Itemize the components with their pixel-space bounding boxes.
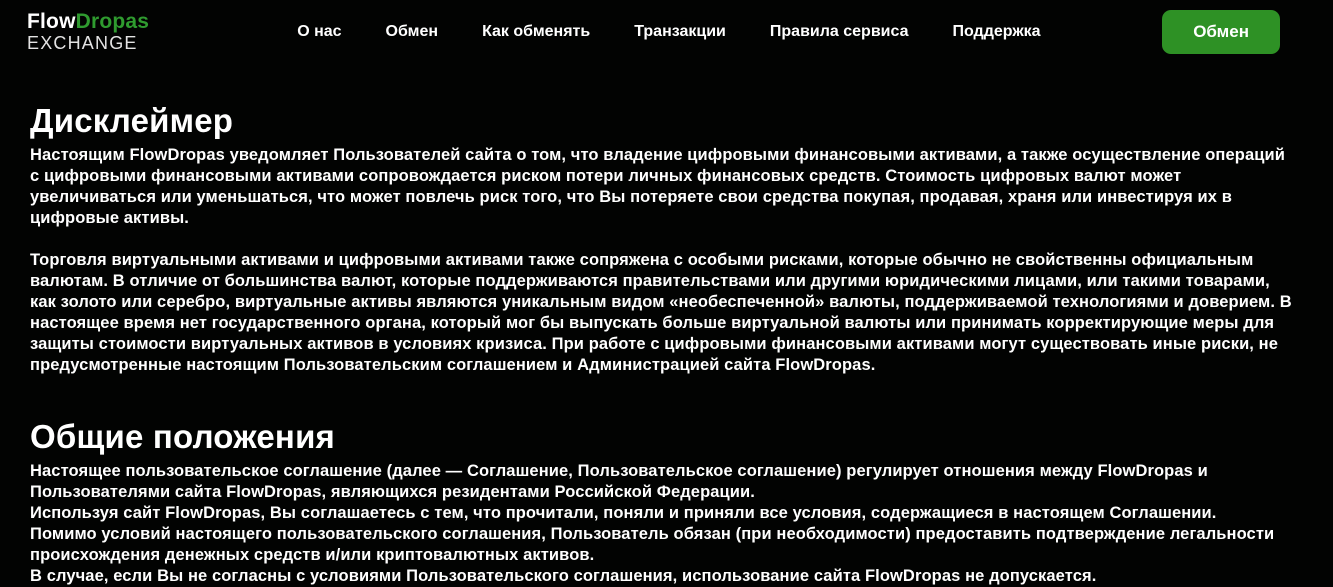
nav-item-service-rules[interactable]: Правила сервиса	[769, 23, 909, 40]
general-provisions-section	[30, 418, 1301, 587]
disclaimer-paragraph-1: Настоящим FlowDropas уведомляет Пользователей сайта о том, что владение цифровыми финансовыми активами, а также осуществление операций с цифровыми финансовыми активами сопровождается риском потери личных финансовых средств. Стоимость цифровых валют может увеличиваться или уменьшаться, что может повлечь риск того, что Вы потеряете свои средства покупая, продавая, храня или инвестируя их в цифровые активы.	[30, 146, 1285, 227]
disclaimer-paragraph-2: Торговля виртуальными активами и цифровыми активами также сопряжена с особыми рисками, которые обычно не свойственны официальным валютам. В отличие от большинства валют, которые поддерживаются правительствами или другими юридическими лицами, или такими товарами, как золото или серебро, виртуальные активы являются уникальным видом «необеспеченной» валюты, поддерживаемой технологиями и доверием. В настоящее время нет государственного органа, который мог бы выпускать больше виртуальной валюты или принимать корректирующие меры для защиты стоимости виртуальных активов в условиях кризиса. При работе с цифровыми финансовыми активами могут существовать иные риски, не предусмотренные настоящим Пользовательским соглашением и Администрацией сайта FlowDropas.	[30, 251, 1292, 374]
nav-item-exchange[interactable]: Обмен	[385, 23, 439, 40]
disclaimer-title: Дисклеймер	[30, 102, 234, 139]
header	[0, 0, 1333, 64]
nav-item-how-to-exchange[interactable]: Как обменять	[482, 23, 591, 40]
brand-name	[27, 11, 149, 33]
general-provisions-line-1: Настоящее пользовательское соглашение (далее — Соглашение, Пользовательское соглашение) регулирует отношения между FlowDropas и Пользователями сайта FlowDropas, являющихся резидентами Российской Федерации.	[30, 462, 1208, 501]
general-provisions-line-4: В случае, если Вы не согласны с условиями Пользовательского соглашения, использование сайта FlowDropas не допускается.	[30, 567, 1097, 585]
disclaimer-section	[30, 102, 1301, 376]
disclaimer-body	[30, 145, 1298, 376]
general-provisions-title: Общие положения	[30, 418, 336, 455]
brand-name-flow: Flow	[27, 10, 76, 34]
main-content	[0, 64, 1333, 587]
brand-name-dropas: Dropas	[75, 10, 150, 34]
nav-item-about[interactable]: О нас	[297, 23, 342, 40]
general-provisions-line-2: Используя сайт FlowDropas, Вы соглашаетесь с тем, что прочитали, поняли и приняли все условия, содержащиеся в настоящем Соглашении.	[30, 504, 1217, 522]
main-nav	[297, 23, 1040, 41]
nav-item-support[interactable]: Поддержка	[952, 23, 1041, 40]
brand-logo[interactable]	[27, 11, 149, 53]
exchange-cta-button[interactable]: Обмен	[1162, 10, 1280, 54]
general-provisions-body	[30, 461, 1298, 587]
brand-subtitle: EXCHANGE	[27, 33, 138, 54]
nav-item-transactions[interactable]: Транзакции	[634, 23, 726, 40]
general-provisions-line-3: Помимо условий настоящего пользовательского соглашения, Пользователь обязан (при необходимости) предоставить подтверждение легальности происхождения денежных средств и/или криптовалютных активов.	[30, 525, 1275, 564]
